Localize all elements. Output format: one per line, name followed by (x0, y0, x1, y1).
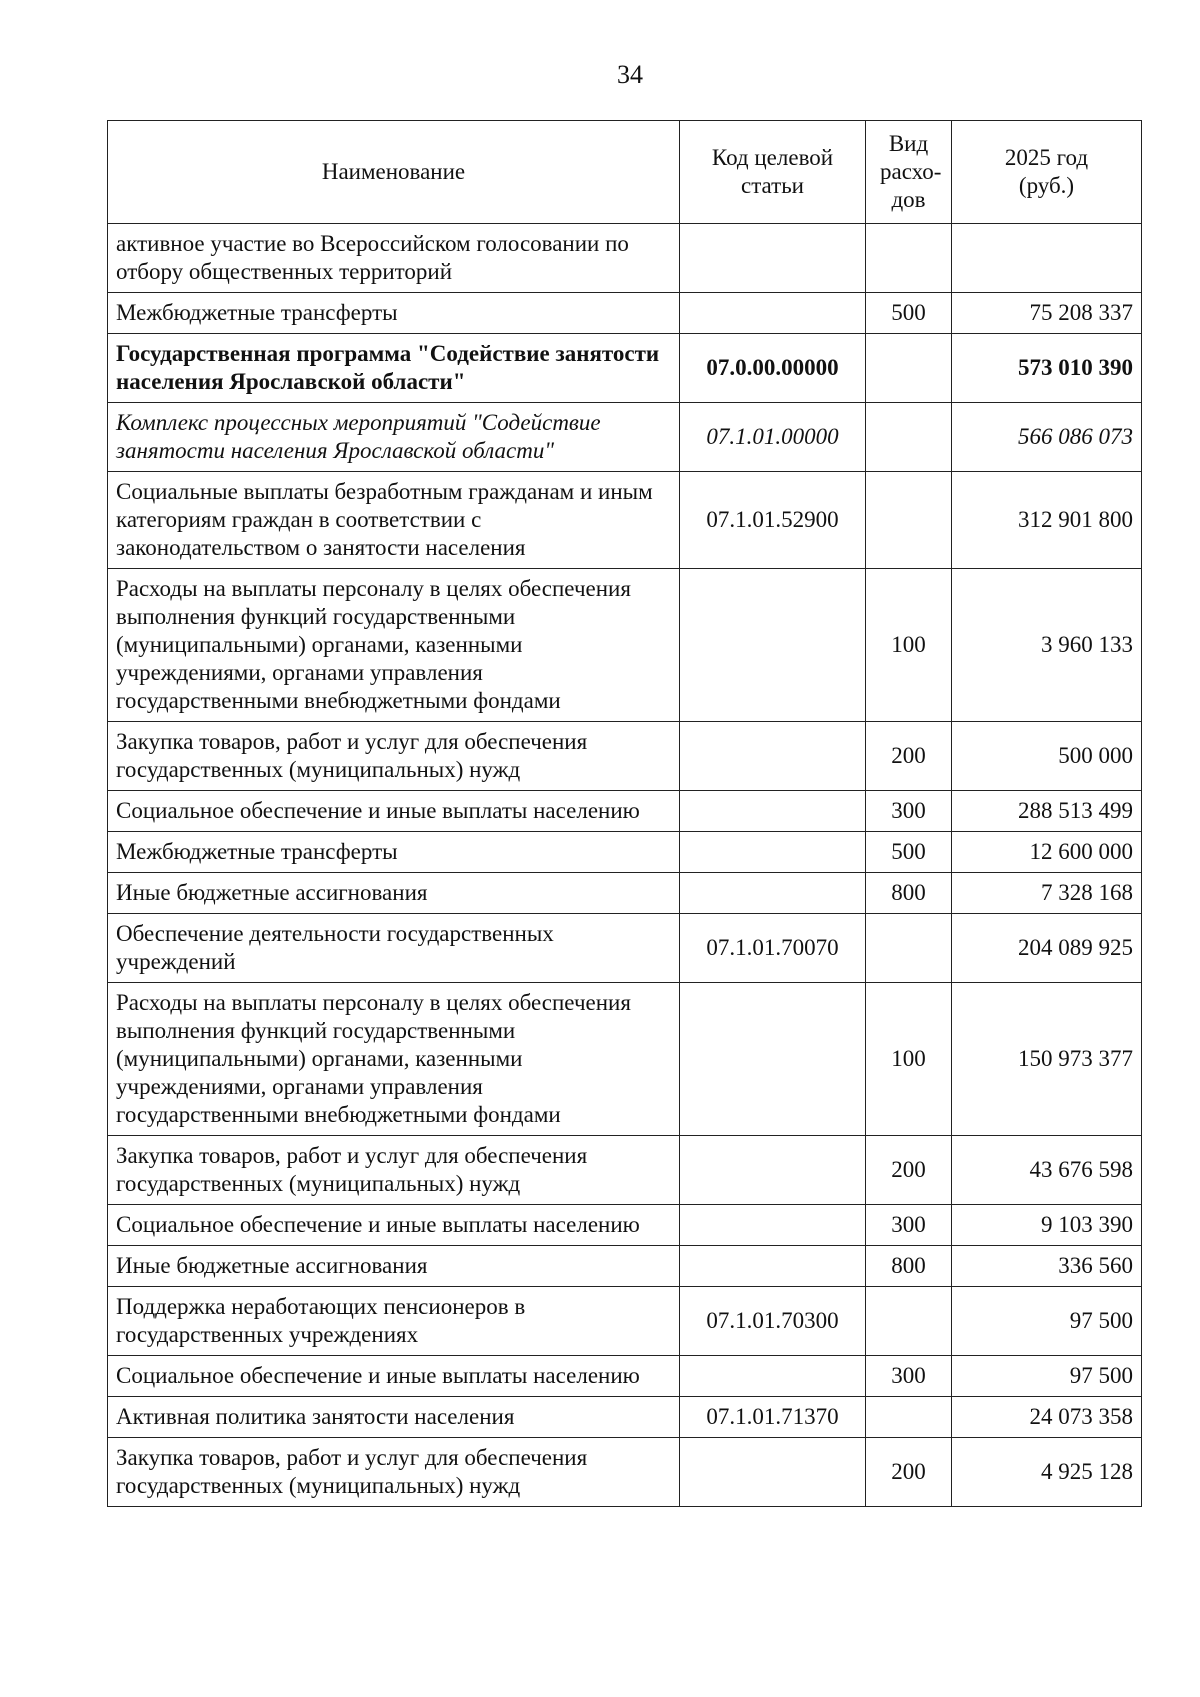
table-row (108, 293, 1142, 334)
header-code: Код целевой статьи (680, 121, 866, 224)
row-name: Межбюджетные трансферты (108, 293, 680, 334)
row-amount: 24 073 358 (952, 1397, 1142, 1438)
row-name: Межбюджетные трансферты (108, 832, 680, 873)
row-kind: 500 (866, 293, 952, 334)
row-code (680, 791, 866, 832)
table-row (108, 832, 1142, 873)
table-row (108, 1246, 1142, 1287)
row-amount (952, 224, 1142, 293)
row-amount: 312 901 800 (952, 472, 1142, 569)
row-kind: 300 (866, 1356, 952, 1397)
row-amount: 4 925 128 (952, 1438, 1142, 1507)
row-kind: 500 (866, 832, 952, 873)
row-name: Закупка товаров, работ и услуг для обеспечения государственных (муниципальных) нужд (108, 1136, 680, 1205)
row-code: 07.1.01.52900 (680, 472, 866, 569)
row-kind (866, 334, 952, 403)
table-row (108, 1356, 1142, 1397)
row-code: 07.1.01.71370 (680, 1397, 866, 1438)
table-row (108, 983, 1142, 1136)
header-kind: Вид расхо-дов (866, 121, 952, 224)
header-amount: 2025 год (руб.) (952, 121, 1142, 224)
row-kind (866, 403, 952, 472)
row-kind: 200 (866, 1438, 952, 1507)
row-code (680, 983, 866, 1136)
row-amount: 150 973 377 (952, 983, 1142, 1136)
row-name: Расходы на выплаты персоналу в целях обеспечения выполнения функций государственными (муниципальными) органами, казенными учреждениями, органами управления государственными внебюджетными фондами (108, 569, 680, 722)
row-amount: 9 103 390 (952, 1205, 1142, 1246)
row-name: Социальное обеспечение и иные выплаты населению (108, 1205, 680, 1246)
row-name: Расходы на выплаты персоналу в целях обеспечения выполнения функций государственными (муниципальными) органами, казенными учреждениями, органами управления государственными внебюджетными фондами (108, 983, 680, 1136)
row-kind (866, 472, 952, 569)
row-code (680, 1356, 866, 1397)
row-kind: 300 (866, 791, 952, 832)
row-code (680, 1136, 866, 1205)
row-code (680, 1246, 866, 1287)
table-body (108, 224, 1142, 1507)
row-amount: 12 600 000 (952, 832, 1142, 873)
row-amount: 573 010 390 (952, 334, 1142, 403)
row-name: Социальное обеспечение и иные выплаты населению (108, 1356, 680, 1397)
row-amount: 500 000 (952, 722, 1142, 791)
table-row (108, 1397, 1142, 1438)
table-row (108, 334, 1142, 403)
table-row (108, 791, 1142, 832)
table-row (108, 1205, 1142, 1246)
row-kind: 800 (866, 1246, 952, 1287)
row-amount: 97 500 (952, 1287, 1142, 1356)
row-kind: 300 (866, 1205, 952, 1246)
table-header-row (108, 121, 1142, 224)
row-amount: 204 089 925 (952, 914, 1142, 983)
row-code: 07.1.01.70070 (680, 914, 866, 983)
row-code (680, 293, 866, 334)
row-code (680, 832, 866, 873)
row-kind (866, 1397, 952, 1438)
row-name: Активная политика занятости населения (108, 1397, 680, 1438)
row-kind: 200 (866, 1136, 952, 1205)
table-row (108, 722, 1142, 791)
row-amount: 7 328 168 (952, 873, 1142, 914)
table-row (108, 472, 1142, 569)
row-kind (866, 914, 952, 983)
row-code: 07.0.00.00000 (680, 334, 866, 403)
table-row (108, 224, 1142, 293)
table-row (108, 873, 1142, 914)
row-code (680, 1205, 866, 1246)
row-name: Иные бюджетные ассигнования (108, 873, 680, 914)
row-code: 07.1.01.00000 (680, 403, 866, 472)
header-name: Наименование (108, 121, 680, 224)
row-code (680, 722, 866, 791)
row-name: Закупка товаров, работ и услуг для обеспечения государственных (муниципальных) нужд (108, 1438, 680, 1507)
row-amount: 566 086 073 (952, 403, 1142, 472)
budget-table (107, 120, 1142, 1507)
row-name: Государственная программа "Содействие занятости населения Ярославской области" (108, 334, 680, 403)
row-name: Социальные выплаты безработным гражданам и иным категориям граждан в соответствии с законодательством о занятости населения (108, 472, 680, 569)
row-amount: 75 208 337 (952, 293, 1142, 334)
row-amount: 3 960 133 (952, 569, 1142, 722)
row-amount: 336 560 (952, 1246, 1142, 1287)
row-code (680, 224, 866, 293)
table-row (108, 403, 1142, 472)
row-name: Социальное обеспечение и иные выплаты населению (108, 791, 680, 832)
row-code (680, 873, 866, 914)
row-kind: 800 (866, 873, 952, 914)
row-kind (866, 224, 952, 293)
row-amount: 43 676 598 (952, 1136, 1142, 1205)
row-kind (866, 1287, 952, 1356)
row-name: Комплекс процессных мероприятий "Содействие занятости населения Ярославской области" (108, 403, 680, 472)
row-code (680, 569, 866, 722)
row-code: 07.1.01.70300 (680, 1287, 866, 1356)
row-name: Поддержка неработающих пенсионеров в государственных учреждениях (108, 1287, 680, 1356)
page-number: 34 (617, 60, 643, 89)
table-row (108, 1136, 1142, 1205)
row-name: активное участие во Всероссийском голосовании по отбору общественных территорий (108, 224, 680, 293)
table-row (108, 569, 1142, 722)
row-name: Обеспечение деятельности государственных учреждений (108, 914, 680, 983)
row-name: Закупка товаров, работ и услуг для обеспечения государственных (муниципальных) нужд (108, 722, 680, 791)
row-amount: 97 500 (952, 1356, 1142, 1397)
row-amount: 288 513 499 (952, 791, 1142, 832)
row-kind: 200 (866, 722, 952, 791)
table-row (108, 1287, 1142, 1356)
row-name: Иные бюджетные ассигнования (108, 1246, 680, 1287)
row-kind: 100 (866, 569, 952, 722)
row-kind: 100 (866, 983, 952, 1136)
row-code (680, 1438, 866, 1507)
table-row (108, 914, 1142, 983)
table-row (108, 1438, 1142, 1507)
